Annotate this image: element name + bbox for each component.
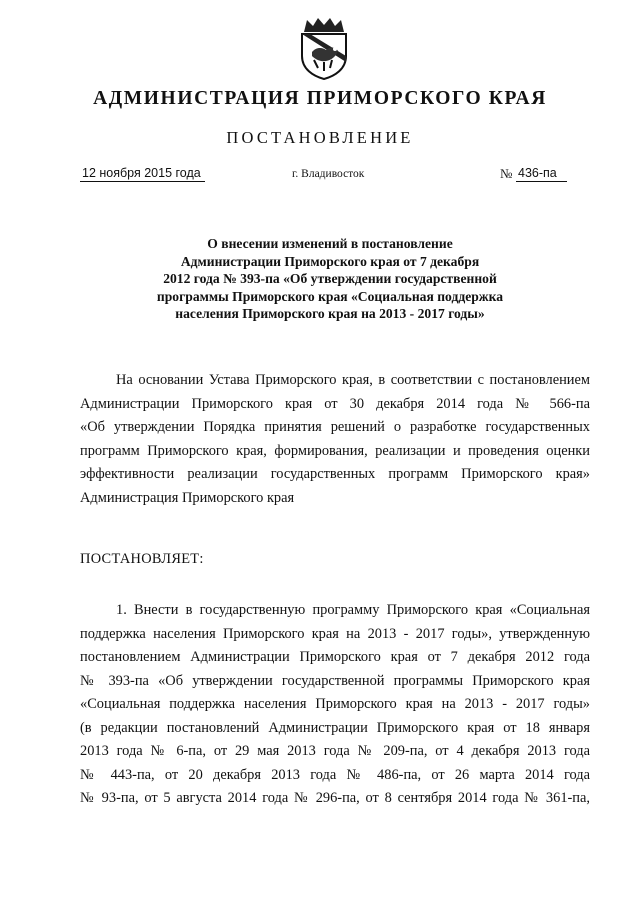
document-title xyxy=(120,235,540,323)
preamble-line: программ Приморского края, формирования, реализации и проведения оценки xyxy=(80,442,590,459)
item-1-line: № 393-па «Об утверждении государственной программы Приморского края xyxy=(80,672,590,689)
preamble-line: эффективности реализации государственных программ Приморского края» xyxy=(80,466,590,482)
item-1-line: (в редакции постановлений Администрации Приморского края от 18 января xyxy=(80,719,590,736)
preamble-paragraph xyxy=(80,369,590,510)
item-1-line: постановлением Администрации Приморского края от 7 декабря 2012 года xyxy=(80,649,590,665)
title-line: О внесении изменений в постановление xyxy=(207,236,453,251)
title-line: 2012 года № 393-па «Об утверждении государственной xyxy=(163,271,497,286)
document-city: г. Владивосток xyxy=(292,168,365,180)
document-number: 436-па xyxy=(516,166,567,182)
document-type: ПОСТАНОВЛЕНИЕ xyxy=(226,128,414,147)
preamble-line: Администрации Приморского края от 30 декабря 2014 года № 566-па xyxy=(80,395,590,412)
preamble-line: «Об утверждении Порядка принятия решений о разработке государственных xyxy=(80,419,590,435)
item-1-line: 1. Внести в государственную программу Приморского края «Социальная xyxy=(116,602,590,618)
title-line: населения Приморского края на 2013 - 2017 годы» xyxy=(175,306,485,321)
item-1-line: № 443-па, от 20 декабря 2013 года № 486-па, от 26 марта 2014 года xyxy=(80,766,590,783)
title-line: программы Приморского края «Социальная поддержка xyxy=(156,288,504,304)
title-line: Администрации Приморского края от 7 декабря xyxy=(180,253,480,269)
item-1-line: 2013 года № 6-па, от 29 мая 2013 года № 209-па, от 4 декабря 2013 года xyxy=(80,743,590,759)
document-meta xyxy=(0,166,640,188)
coat-of-arms-icon xyxy=(298,16,350,80)
preamble-line: На основании Устава Приморского края, в соответствии с постановлением xyxy=(116,372,590,388)
item-1-paragraph xyxy=(80,599,590,811)
document-number-label: № xyxy=(500,166,513,181)
item-1-line: поддержка населения Приморского края на 2013 - 2017 годы», утвержденную xyxy=(80,625,590,642)
document-date: 12 ноября 2015 года xyxy=(80,166,205,182)
decree-word: ПОСТАНОВЛЯЕТ: xyxy=(80,551,204,567)
item-1-line: № 93-па, от 5 августа 2014 года № 296-па, от 8 сентября 2014 года № 361-па, xyxy=(80,790,590,806)
item-1-line: «Социальная поддержка населения Приморского края на 2013 - 2017 годы» xyxy=(80,696,590,712)
organization-name: АДМИНИСТРАЦИЯ ПРИМОРСКОГО КРАЯ xyxy=(93,88,547,109)
preamble-line: Администрация Приморского края xyxy=(80,489,295,506)
